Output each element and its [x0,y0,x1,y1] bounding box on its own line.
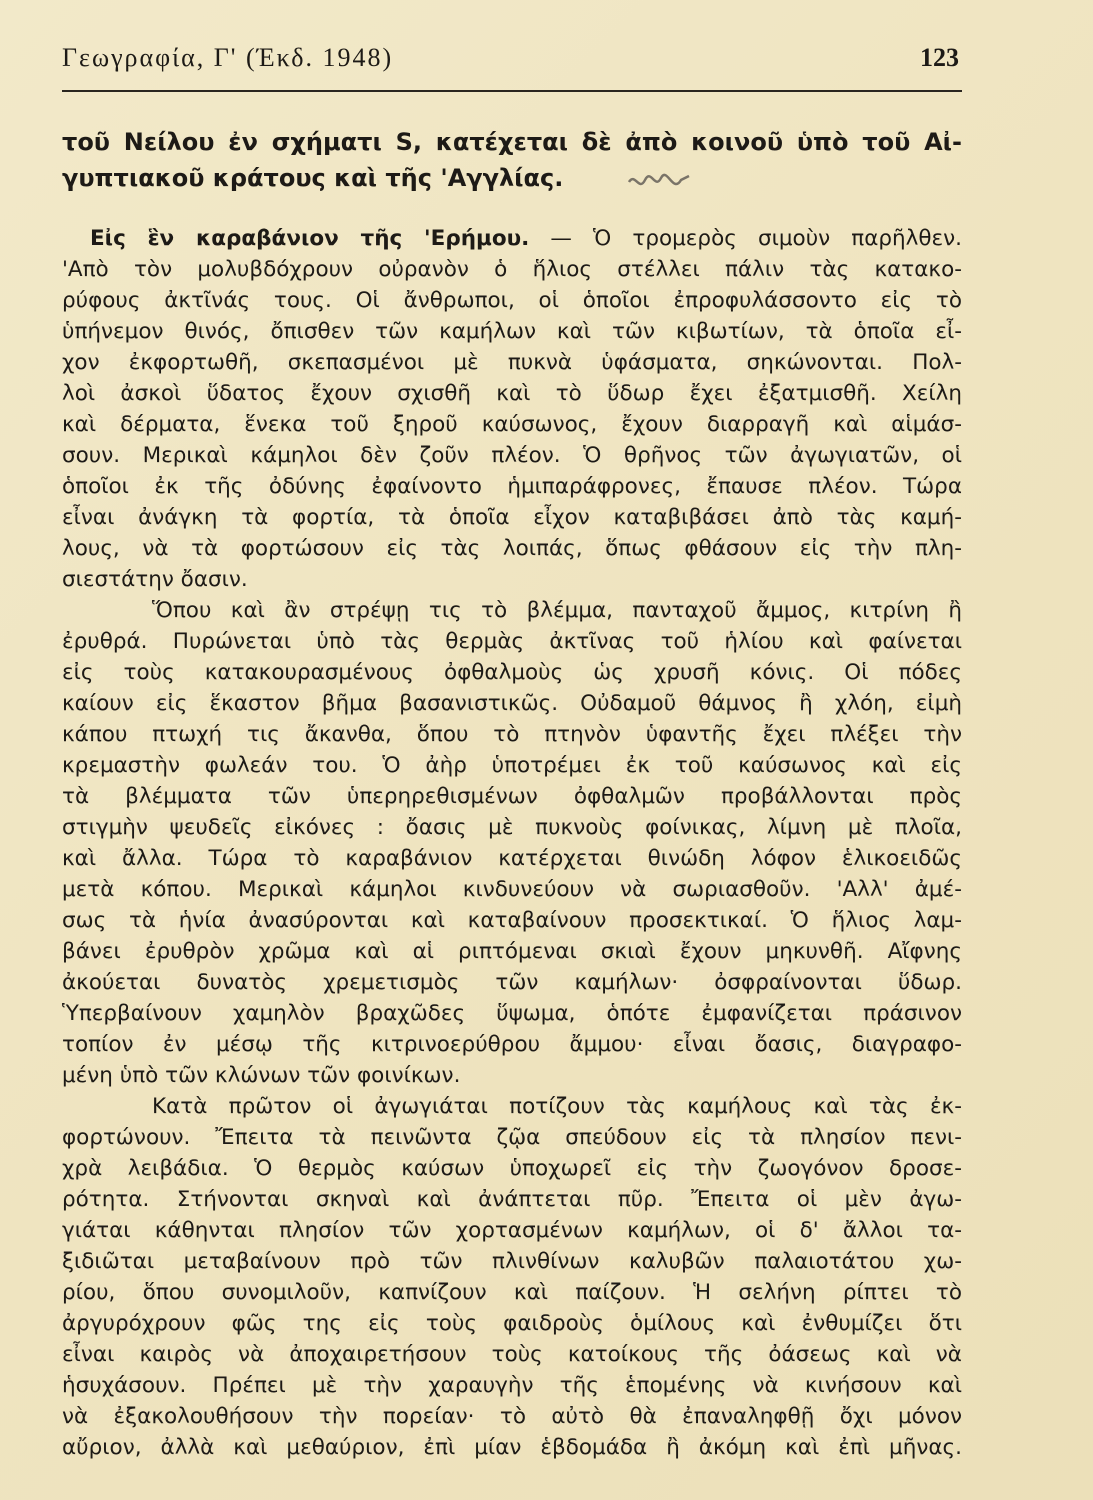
paragraph-2-line: Ὑπερβαίνουν χαμηλὸν βραχῶδες ὕψωμα, ὁπότε ἐμφανίζεται πράσινον [62,1001,962,1026]
paragraph-3-line: ἡσυχάσουν. Πρέπει μὲ τὴν χαραυγὴν τῆς ἑπομένης νὰ κινήσουν καὶ [62,1373,962,1398]
paragraph-2-line: τοπίον ἐν μέσῳ τῆς κιτρινοερύθρου ἄμμου· εἶναι ὄασις, διαγραφο- [62,1032,962,1057]
continuation-line: τοῦ Νείλου ἐν σχήματι S, κατέχεται δὲ ἀπὸ κοινοῦ ὑπὸ τοῦ Αἰ- [62,128,962,156]
paragraph-2-line: μετὰ κόπου. Μερικαὶ κάμηλοι κινδυνεύουν νὰ σωριασθοῦν. 'Αλλ' ἀμέ- [62,877,962,902]
paragraph-3-line: γιάται κάθηνται πλησίον τῶν χορτασμένων καμήλων, οἱ δ' ἄλλοι τα- [62,1218,962,1243]
running-title: Γεωγραφία, Γ' (Έκδ. 1948) [62,43,394,72]
paragraph-2-line: μένη ὑπὸ τῶν κλώνων τῶν φοινίκων. [62,1063,461,1088]
paragraph-2-line: τὰ βλέμματα τῶν ὑπερηρεθισμένων ὀφθαλμῶν προβάλλονται πρὸς [62,784,962,809]
section-line: λοὶ ἀσκοὶ ὕδατος ἔχουν σχισθῆ καὶ τὸ ὕδωρ ἔχει ἐξατμισθῆ. Χείλη [62,381,962,406]
section-line: ὁποῖοι ἐκ τῆς ὀδύνης ἐφαίνοντο ἡμιπαράφρονες, ἔπαυσε πλέον. Τώρα [62,474,962,499]
header-rule [62,90,962,92]
paragraph-2-line: στιγμὴν ψευδεῖς εἰκόνες : ὄασις μὲ πυκνοὺς φοίνικας, λίμνη μὲ πλοῖα, [62,815,962,840]
paragraph-3-line: Κατὰ πρῶτον οἱ ἀγωγιάται ποτίζουν τὰς καμήλους καὶ τὰς ἐκ- [152,1094,962,1119]
paragraph-3-line: χρὰ λειβάδια. Ὁ θερμὸς καύσων ὑποχωρεῖ εἰς τὴν ζωογόνον δροσε- [62,1156,962,1181]
paragraph-3-line: ρότητα. Στήνονται σκηναὶ καὶ ἀνάπτεται πῦρ. Ἔπειτα οἱ μὲν ἀγω- [62,1187,962,1212]
pencil-mark-icon [625,168,695,198]
section-line: — Ὁ τρομερὸς σιμοὺν παρῆλθεν. [550,226,962,251]
paragraph-2-line: κρεμαστὴν φωλεάν του. Ὁ ἀὴρ ὑποτρέμει ἐκ τοῦ καύσωνος καὶ εἰς [62,753,962,778]
section-line: σιεστάτην ὄασιν. [62,567,248,592]
paragraph-2-line: εἰς τοὺς κατακουρασμένους ὀφθαλμοὺς ὡς χρυσῆ κόνις. Οἱ πόδες [62,660,962,685]
paragraph-2-line: ἐρυθρά. Πυρώνεται ὑπὸ τὰς θερμὰς ἀκτῖνας τοῦ ἡλίου καὶ φαίνεται [62,629,962,654]
paragraph-3-line: ἀργυρόχρουν φῶς της εἰς τοὺς φαιδροὺς ὁμίλους καὶ ἐνθυμίζει ὅτι [62,1311,962,1336]
section-heading-line [62,225,962,253]
paragraph-2-line: κάπου πτωχή τις ἄκανθα, ὅπου τὸ πτηνὸν ὑφαντῆς ἔχει πλέξει τὴν [62,722,962,747]
paragraph-3-line: φορτώνουν. Ἔπειτα τὰ πεινῶντα ζῷα σπεύδουν εἰς τὰ πλησίον πενι- [62,1125,962,1150]
section-line: ὑπήνεμον θινός, ὄπισθεν τῶν καμήλων καὶ τῶν κιβωτίων, τὰ ὁποῖα εἶ- [62,319,962,344]
section-line: καὶ δέρματα, ἕνεκα τοῦ ξηροῦ καύσωνος, ἔχουν διαρραγῆ καὶ αἱμάσ- [62,412,962,437]
paragraph-2-line: ἀκούεται δυνατὸς χρεμετισμὸς τῶν καμήλων· ὀσφραίνονται ὕδωρ. [62,970,962,995]
section-line: σουν. Μερικαὶ κάμηλοι δὲν ζοῦν πλέον. Ὁ θρῆνος τῶν ἀγωγιατῶν, οἱ [62,443,962,468]
page-number: 123 [920,43,959,72]
paragraph-3-line: ξιδιῶται μεταβαίνουν πρὸ τῶν πλινθίνων καλυβῶν παλαιοτάτου χω- [62,1249,962,1274]
section-line: εἶναι ἀνάγκη τὰ φορτία, τὰ ὁποῖα εἶχον καταβιβάσει ἀπὸ τὰς καμή- [62,505,962,530]
section-line: ρύφους ἀκτῖνάς τους. Οἱ ἄνθρωποι, οἱ ὁποῖοι ἐπροφυλάσσοντο εἰς τὸ [62,288,962,313]
paragraph-2-line: Ὅπου καὶ ἂν στρέψῃ τις τὸ βλέμμα, πανταχοῦ ἄμμος, κιτρίνη ἢ [152,598,962,623]
section-line: χον ἐκφορτωθῆ, σκεπασμένοι μὲ πυκνὰ ὑφάσματα, σηκώνονται. Πολ- [62,350,962,375]
paragraph-2-line: σως τὰ ἡνία ἀνασύρονται καὶ καταβαίνουν προσεκτικαί. Ὁ ἥλιος λαμ- [62,908,962,933]
continuation-line: γυπτιακοῦ κράτους καὶ τῆς 'Αγγλίας. [62,164,564,192]
section-line: λους, νὰ τὰ φορτώσουν εἰς τὰς λοιπάς, ὅπως φθάσουν εἰς τὴν πλη- [62,536,962,561]
paragraph-3-line: εἶναι καιρὸς νὰ ἀποχαιρετήσουν τοὺς κατοίκους τῆς ὀάσεως καὶ νὰ [62,1342,962,1367]
paragraph-2-line: καίουν εἰς ἕκαστον βῆμα βασανιστικῶς. Οὐδαμοῦ θάμνος ἢ χλόη, εἰμὴ [62,691,962,716]
section-title: Εἰς ἓν καραβάνιον τῆς 'Ερήμου. [90,226,530,251]
paragraph-3-line: ρίου, ὅπου συνομιλοῦν, καπνίζουν καὶ παίζουν. Ἡ σελήνη ρίπτει τὸ [62,1280,962,1305]
paragraph-2-line: καὶ ἄλλα. Τώρα τὸ καραβάνιον κατέρχεται θινώδη λόφον ἑλικοειδῶς [62,846,962,871]
paragraph-3-line: νὰ ἐξακολουθήσουν τὴν πορείαν· τὸ αὐτὸ θὰ ἐπαναληφθῇ ὄχι μόνον [62,1404,962,1429]
section-line: 'Απὸ τὸν μολυβδόχρουν οὐρανὸν ὁ ἥλιος στέλλει πάλιν τὰς κατακο- [62,257,962,282]
paragraph-2-line: βάνει ἐρυθρὸν χρῶμα καὶ αἱ ριπτόμεναι σκιαὶ ἔχουν μηκυνθῆ. Αἴφνης [62,939,962,964]
paragraph-3-line: αὔριον, ἀλλὰ καὶ μεθαύριον, ἐπὶ μίαν ἑβδομάδα ἢ ἀκόμη καὶ ἐπὶ μῆνας. [62,1435,962,1460]
